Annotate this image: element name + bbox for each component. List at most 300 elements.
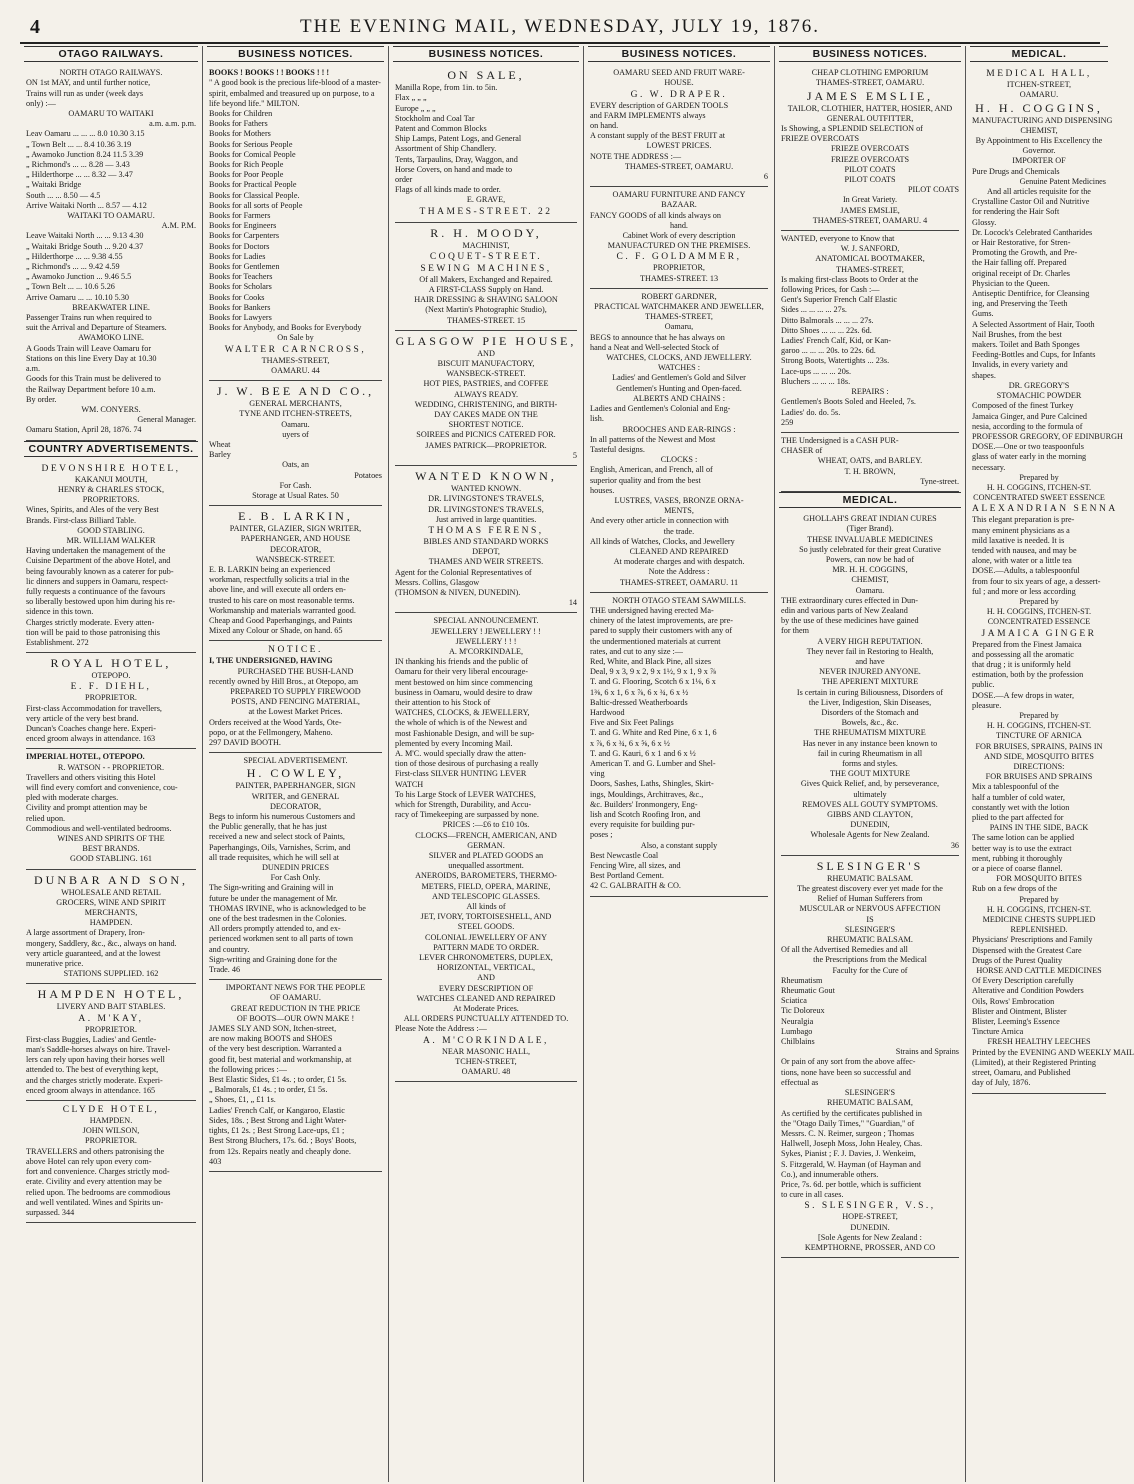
- ad-text-line: Brands. First-class Billiard Table.: [26, 515, 137, 525]
- ad-text-line: DECORATOR,: [269, 544, 322, 554]
- ad-text-line: WANTED KNOWN.: [450, 484, 522, 494]
- ad-text-line: good fit, best material and workmanship, at: [209, 1054, 352, 1064]
- ad-text-line: Books for Rich People: [209, 160, 284, 170]
- ad-text-line: for rendering the Hair Soft: [972, 207, 1060, 217]
- ad-text-line: and have: [855, 656, 885, 666]
- ad-text-line: Genuine Patent Medicines: [1019, 176, 1106, 186]
- ad-text-line: IN thanking his friends and the public of: [395, 657, 529, 667]
- ad-text-line: Commodious and well-ventilated bedrooms.: [26, 823, 172, 833]
- ad-text-line: Price, 7s. 6d. per bottle, which is sufficient: [781, 1179, 922, 1189]
- ad-text-line: JET, IVORY, TORTOISESHELL, AND: [420, 912, 552, 922]
- ad-text-line: SLESINGER'S: [844, 924, 896, 934]
- ad-text-line: 5: [572, 450, 577, 460]
- ad-text-line: BEST BRANDS.: [82, 844, 140, 854]
- advertisement: [781, 433, 959, 492]
- masthead: [20, 14, 1100, 44]
- ad-text-line: MANUFACTURED ON THE PREMISES.: [607, 241, 751, 251]
- ad-text-line: THE undersigned having erected Ma-: [590, 605, 714, 615]
- ad-text-line: WANTED KNOWN,: [415, 469, 557, 484]
- advertisement: [972, 65, 1134, 1093]
- ad-text-line: Doors, Sashes, Laths, Shingles, Skirt-: [590, 779, 714, 789]
- ad-text-line: garoo ... ... ... 20s. to 22s. 6d.: [781, 346, 876, 356]
- ad-text-line: The Sign-writing and Graining will in: [209, 883, 334, 893]
- ad-text-line: LIVERY AND BAIT STABLES.: [56, 1002, 166, 1012]
- column-heading: BUSINESS NOTICES.: [588, 46, 770, 62]
- advertisement: [209, 65, 382, 381]
- ad-text-line: BISCUIT MANUFACTORY,: [437, 359, 535, 369]
- ad-text-line: attended to. The best of everything kept,: [26, 1065, 159, 1075]
- ad-text-line: Civility and prompt attention may be: [26, 803, 148, 813]
- ad-group: [203, 65, 388, 1172]
- ad-text-line: Travellers and others visiting this Hotel: [26, 772, 156, 782]
- ad-text-line: Prepared by: [1019, 894, 1059, 904]
- ad-text-line: HAMPDEN.: [89, 918, 133, 928]
- ad-text-line: Books for all sorts of People: [209, 200, 303, 210]
- ad-text-line: racy of Timekeeping are surpassed by none.: [395, 810, 539, 820]
- ad-text-line: RHEUMATIC BALSAM.: [827, 873, 913, 883]
- ad-group: [775, 65, 965, 492]
- ad-text-line: „ Shoes, £1, „ £1 1s.: [209, 1095, 276, 1105]
- ad-text-line: Disorders of the Stomach and: [821, 707, 919, 717]
- ad-text-line: OF OAMARU.: [270, 993, 321, 1003]
- ad-text-line: Barley: [209, 450, 231, 460]
- ad-text-line: MEDICINE CHESTS SUPPLIED: [982, 915, 1096, 925]
- ad-text-line: „ Waitaki Bridge: [26, 180, 82, 190]
- column-heading: BUSINESS NOTICES.: [779, 46, 961, 62]
- ad-text-line: By order.: [26, 394, 57, 404]
- ad-text-line: A FIRST-CLASS Supply on Hand.: [428, 285, 544, 295]
- ad-text-line: Baltic-dressed Weatherboards: [590, 697, 688, 707]
- ad-text-line: are now making BOOTS and SHOES: [209, 1034, 333, 1044]
- ad-text-line: Leav Oamaru ... ... ... 8.0 10.30 3.15: [26, 129, 145, 139]
- ad-text-line: Arrive Oamaru ... ... 10.10 5.30: [26, 292, 130, 302]
- ad-text-line: WEDDING, CHRISTENING, and BIRTH-: [414, 399, 558, 409]
- ad-text-line: A constant supply of the BEST FRUIT at: [590, 131, 726, 141]
- ad-text-line: THE extraordinary cures effected in Dun-: [781, 595, 918, 605]
- ad-text-line: ALEXANDRIAN SENNA: [972, 504, 1118, 515]
- ad-text-line: C. F. GOLDAMMER,: [616, 252, 742, 263]
- ad-text-line: STEEL GOODS.: [457, 922, 515, 932]
- ad-text-line: Dr. Locock's Celebrated Cantharides: [972, 227, 1093, 237]
- ad-text-line: trusted to his care on most reasonable terms.: [209, 595, 355, 605]
- ad-text-line: REPAIRS :: [851, 387, 889, 397]
- ad-text-line: Begs to inform his numerous Customers and: [209, 812, 355, 821]
- ad-text-line: A Goods Train will Leave Oamaru for: [26, 343, 152, 353]
- ad-text-line: the undermentioned materials at current: [590, 636, 721, 646]
- ad-text-line: Duncan's Coaches change here. Experi-: [26, 723, 156, 733]
- ad-text-line: Passenger Trains run when required to: [26, 313, 152, 323]
- ad-text-line: life beyond life." MILTON.: [209, 98, 300, 108]
- ad-text-line: forms and styles.: [842, 759, 898, 768]
- ad-text-line: Lace-ups ... ... ... 20s.: [781, 366, 852, 376]
- ad-text-line: JAMES SLY AND SON, Itchen-street,: [209, 1024, 337, 1034]
- advertisement: [781, 511, 959, 856]
- ad-text-line: Relief of Human Sufferers from: [817, 894, 923, 904]
- ad-text-line: As certified by the certificates published in: [781, 1108, 922, 1118]
- ad-text-line: DOSE.—Adults, a tablespoonful: [972, 566, 1080, 576]
- advertisement: [209, 980, 382, 1172]
- ad-text-line: WATCHES :: [657, 363, 701, 373]
- ad-text-line: AND: [477, 348, 495, 358]
- ad-text-line: CONCENTRATED ESSENCE: [987, 617, 1091, 627]
- ad-text-line: day of July, 1876.: [972, 1078, 1031, 1088]
- ad-text-line: order: [395, 175, 413, 185]
- ad-text-line: one of the best tradesmen in the Colonies.: [209, 914, 347, 924]
- ad-text-line: For Cash Only.: [270, 873, 321, 883]
- ad-text-line: from 12s. Repairs neatly and cheaply done.: [209, 1146, 351, 1156]
- ad-text-line: WATCH: [395, 779, 424, 789]
- ad-text-line: very article of the very best brand.: [26, 713, 139, 723]
- ad-text-line: Books for Engineers: [209, 221, 277, 231]
- ad-text-line: Deal, 9 x 3, 9 x 2, 9 x 1½, 9 x 1, 9 x ⅞: [590, 667, 716, 677]
- ad-text-line: BEGS to announce that he has always on: [590, 332, 725, 342]
- ad-text-line: Bluchers ... ... ... 18s.: [781, 376, 851, 386]
- ad-text-line: CLOCKS—FRENCH, AMERICAN, AND: [415, 830, 557, 840]
- ad-text-line: Prepared by: [1019, 596, 1059, 606]
- ad-text-line: Goods for this Train must be delivered to: [26, 374, 161, 384]
- ad-text-line: hand a Neat and Well-selected Stock of: [590, 342, 719, 352]
- ad-text-line: Mix a tablespoonful of the: [972, 782, 1059, 792]
- column-4: [584, 46, 775, 1482]
- ad-text-line: Workmanship and materials warranted good.: [209, 605, 356, 615]
- ad-text-line: RHEUMATIC BALSAM.: [827, 935, 913, 945]
- ad-text-line: JEWELLERY ! JEWELLERY ! !: [431, 626, 541, 636]
- ad-text-line: A. M'CORKINDALE,: [423, 1035, 549, 1046]
- ad-text-line: fully requests a continuance of the favours: [26, 586, 166, 596]
- ad-text-line: Books for Ladies: [209, 251, 266, 261]
- ad-text-line: OAMARU TO WAITAKI: [68, 109, 154, 119]
- ad-text-line: GENERAL MERCHANTS,: [249, 399, 342, 409]
- ad-text-line: ment, rubbing it thoroughly: [972, 853, 1063, 863]
- ad-text-line: Powers, can now be had of: [825, 554, 915, 564]
- ad-text-line: R. WATSON - - PROPRIETOR.: [57, 762, 165, 772]
- newspaper-title: THE EVENING MAIL, WEDNESDAY, JULY 19, 1876.: [299, 16, 821, 37]
- ad-text-line: SLESINGER'S: [816, 858, 924, 873]
- ad-text-line: Horse Covers, on hand and made to: [395, 164, 513, 174]
- ad-text-line: Lumbago: [781, 1026, 813, 1036]
- ad-text-line: enced groom always in attendance. 163: [26, 734, 156, 744]
- ad-text-line: hand.: [670, 220, 688, 230]
- ad-text-line: Is certain in curing Biliousness, Disorders of: [796, 687, 944, 697]
- ad-text-line: x ⅞, 6 x ¾, 6 x ⅝, 6 x ½: [590, 738, 670, 748]
- ad-text-line: [Sole Agents for New Zealand :: [818, 1232, 922, 1242]
- ad-text-line: THE APERIENT MIXTURE: [821, 677, 919, 687]
- ad-text-line: tion will be paid to those patronising this: [26, 627, 160, 637]
- ad-text-line: „ Richmond's ... ... 8.28 — 3.43: [26, 160, 130, 170]
- ad-text-line: superior quality and from the best: [590, 475, 701, 485]
- ad-text-line: And every other article in connection with: [590, 516, 729, 526]
- ad-text-line: for them: [781, 626, 809, 636]
- ad-text-line: Ditto Shoes ... ... ... 22s. 6d.: [781, 325, 872, 335]
- ad-text-line: A. M'KAY,: [78, 1013, 144, 1024]
- ad-text-line: English, American, and French, all of: [590, 465, 713, 475]
- ad-text-line: Gums.: [972, 309, 994, 319]
- ad-text-line: Ship Lamps, Patent Logs, and General: [395, 134, 522, 144]
- ad-text-line: Sides, 18s. ; Best Strong and Light Water-: [209, 1115, 347, 1125]
- ad-text-line: GOOD STABLING.: [77, 525, 145, 535]
- ad-text-line: tion of those desirous of purchasing a really: [395, 759, 539, 769]
- ad-text-line: First-class SILVER HUNTING LEVER: [395, 769, 527, 779]
- ad-text-line: THE GOUT MIXTURE: [830, 769, 910, 779]
- ad-text-line: H. COWLEY,: [246, 766, 345, 781]
- ad-text-line: TINCTURE OF ARNICA: [996, 731, 1082, 741]
- ad-text-line: Cheap and Good Paperhangings, and Paints: [209, 615, 353, 625]
- ad-text-line: Has never in any instance been known to: [802, 738, 938, 748]
- ad-text-line: street, Oamaru, and Published: [972, 1068, 1071, 1078]
- ad-text-line: following Prices, for Cash :—: [781, 285, 880, 295]
- ad-text-line: MR. WILLIAM WALKER: [66, 535, 156, 545]
- ad-text-line: COQUET-STREET.: [429, 251, 543, 262]
- ad-text-line: MR. H. H. COGGINS,: [832, 565, 908, 575]
- ad-text-line: perienced workmen sent to all parts of town: [209, 934, 353, 944]
- ad-text-line: PROFESSOR GREGORY, OF EDINBURGH: [972, 431, 1123, 441]
- ad-text-line: Patent and Common Blocks: [395, 124, 487, 134]
- ad-text-line: CLYDE HOTEL,: [62, 1105, 160, 1116]
- ad-text-line: GIBBS AND CLAYTON,: [827, 810, 913, 820]
- ad-text-line: Oamaru,: [664, 322, 694, 332]
- ad-text-line: CONCENTRATED SWEET ESSENCE: [973, 493, 1105, 503]
- ad-text-line: TAILOR, CLOTHIER, HATTER, HOSIER, AND: [787, 103, 953, 113]
- ad-text-line: Charges strictly moderate. Every atten-: [26, 617, 155, 627]
- ad-text-line: American T. and G. Lumber and Shel-: [590, 759, 716, 768]
- ad-text-line: (Limited), at their Registered Printing: [972, 1057, 1096, 1067]
- ad-text-line: (THOMSON & NIVEN, DUNEDIN).: [395, 587, 521, 597]
- ad-text-line: Books for Scholars: [209, 282, 272, 292]
- ad-text-line: Red, White, and Black Pine, all sizes: [590, 656, 712, 666]
- ad-text-line: DOSE.—One or two teaspoonfuls: [972, 442, 1084, 452]
- ad-text-line: PURCHASED THE BUSH-LAND: [237, 666, 354, 676]
- ad-text-line: REPLENISHED.: [1010, 925, 1068, 935]
- ad-text-line: The same lotion can be applied: [972, 833, 1075, 843]
- ad-group: [775, 511, 965, 1258]
- ad-text-line: chinery of the latest improvements, are pre-: [590, 616, 733, 626]
- ad-text-line: enced groom always in attendance. 165: [26, 1085, 156, 1095]
- ad-text-line: THAMES-STREET, OAMARU.: [624, 161, 734, 171]
- ad-text-line: Books for Bankers: [209, 302, 271, 312]
- ad-text-line: MEDICAL HALL,: [986, 69, 1092, 80]
- ad-text-line: All orders promptly attended to, and ex-: [209, 924, 341, 934]
- ad-text-line: E. F. DIEHL,: [70, 682, 152, 693]
- ad-text-line: DUNEDIN.: [850, 1222, 890, 1232]
- ad-text-line: PAINTER, GLAZIER, SIGN WRITER,: [229, 524, 362, 534]
- ad-group: [584, 65, 774, 896]
- ad-text-line: In all patterns of the Newest and Most: [590, 434, 716, 444]
- ad-text-line: DUNEDIN,: [850, 820, 890, 830]
- ad-text-line: SHORTEST NOTICE.: [448, 420, 524, 430]
- advertisement: [590, 289, 768, 593]
- ad-text-line: Rheumatic Gout: [781, 986, 835, 996]
- ad-text-line: KEMPTHORNE, PROSSER, AND CO: [804, 1242, 936, 1252]
- ad-text-line: Having undertaken the management of the: [26, 546, 166, 556]
- advertisement: [26, 460, 196, 653]
- ad-text-line: Wines, Spirits, and Ales of the very Best: [26, 505, 159, 515]
- ad-text-line: HOPE-STREET,: [842, 1212, 898, 1222]
- ad-text-line: GLASGOW PIE HOUSE,: [395, 333, 577, 348]
- ad-text-line: Dispensed with the Greatest Care: [972, 945, 1082, 955]
- ad-text-line: and well ventilated. Wines and Spirits un-: [26, 1197, 164, 1207]
- ad-text-line: IMPORTANT NEWS FOR THE PEOPLE: [225, 983, 366, 993]
- ad-text-line: „ Balmorals, £1 4s. ; to order, £1 5s.: [209, 1085, 328, 1095]
- advertisement: [590, 187, 768, 289]
- ad-text-line: T. and G. Flooring, Scotch 6 x 1⅛, 6 x: [590, 677, 716, 687]
- ad-text-line: spirit, embalmed and treasured up on purpose, to a: [209, 88, 375, 98]
- ad-text-line: NEVER INJURED ANYONE.: [819, 667, 921, 677]
- ad-text-line: South ... ... 8.50 — 4.5: [26, 190, 101, 200]
- ad-text-line: JAMES PATRICK—PROPRIETOR.: [425, 440, 547, 450]
- ad-text-line: TCHEN-STREET,: [455, 1056, 517, 1066]
- ad-text-line: CLOCKS :: [660, 455, 698, 465]
- ad-text-line: DR. GREGORY'S: [1008, 380, 1070, 390]
- ad-text-line: „ Town Belt ... ... 10.6 5.26: [26, 282, 115, 292]
- ad-text-line: at the Lowest Market Prices.: [248, 707, 343, 717]
- ad-text-line: This elegant preparation is pre-: [972, 515, 1075, 525]
- ad-text-line: THAMES-STREET. 15: [446, 315, 526, 325]
- ad-text-line: ALWAYS READY.: [454, 389, 518, 399]
- ad-text-line: AND TELESCOPIC GLASSES.: [432, 891, 540, 901]
- ad-text-line: Blister, Leeming's Essence: [972, 1017, 1060, 1027]
- ad-text-line: PROPRIETOR.: [85, 1024, 137, 1034]
- ad-text-line: PATTERN MADE TO ORDER.: [433, 942, 539, 952]
- ad-text-line: business in Oamaru, would desire to draw: [395, 687, 533, 697]
- ad-text-line: METERS, FIELD, OPERA, MARINE,: [421, 881, 551, 891]
- ad-text-line: plemented by every Incoming Mail.: [395, 738, 513, 748]
- ad-text-line: the "Otago Daily Times," "Guardian," of: [781, 1118, 915, 1128]
- ad-text-line: At moderate charges and with despatch.: [613, 557, 745, 567]
- ad-text-line: First-class Accommodation for travellers,: [26, 703, 162, 713]
- ad-text-line: the Liver, Indigestion, Skin Diseases,: [808, 697, 932, 707]
- ad-text-line: SEWING MACHINES,: [420, 263, 552, 274]
- ad-text-line: above line, and will execute all orders en-: [209, 585, 346, 595]
- ad-text-line: and country.: [209, 944, 250, 954]
- ad-text-line: Of all the Advertised Remedies and all: [781, 945, 908, 955]
- ad-text-line: GENERAL OUTFITTER,: [826, 113, 914, 123]
- ad-text-line: erate. Civility and every attention may be: [26, 1177, 162, 1187]
- ad-text-line: WALTER CARNCROSS,: [224, 344, 367, 355]
- ad-text-line: Books for Serious People: [209, 139, 293, 149]
- ad-text-line: GOOD STABLING. 161: [70, 854, 152, 864]
- ad-text-line: pared to supply their customers with any of: [590, 626, 733, 636]
- ad-text-line: GROCERS, WINE AND SPIRIT: [56, 897, 166, 907]
- ad-text-line: lish and Scotch Roofing Iron, and: [590, 810, 701, 820]
- ad-text-line: Best Strong Bluchers, 17s. 6d. ; Boys' Boots,: [209, 1136, 357, 1146]
- ad-text-line: All kinds of: [466, 902, 506, 912]
- ad-text-line: BROOCHES AND EAR-RINGS :: [622, 424, 736, 434]
- ad-text-line: Prepared by: [1019, 472, 1059, 482]
- advertisement: [26, 870, 196, 985]
- ad-text-line: Sykes, Pianist ; F. J. Davies, J. Wenkeim,: [781, 1149, 916, 1159]
- ad-text-line: NORTH OTAGO STEAM SAWMILLS.: [612, 595, 746, 605]
- ad-text-line: PROPRIETORS.: [82, 495, 140, 505]
- ad-text-line: Bowels, &c., &c.: [841, 718, 899, 728]
- ad-text-line: DIRECTIONS:: [1013, 762, 1065, 771]
- ad-text-line: Ladies and Gentlemen's Colonial and Eng-: [590, 404, 731, 414]
- ad-text-line: PRACTICAL WATCHMAKER AND JEWELLER,: [594, 302, 764, 312]
- ad-text-line: HAIR DRESSING & SHAVING SALOON: [414, 295, 558, 305]
- ad-text-line: HORSE AND CATTLE MEDICINES: [976, 966, 1102, 976]
- ad-text-line: Strains and Sprains: [895, 1047, 959, 1057]
- ad-text-line: 36: [950, 840, 959, 850]
- ad-text-line: A large assortment of Drapery, Iron-: [26, 928, 145, 938]
- ad-text-line: " A good book is the precious life-blood of a master-: [209, 78, 381, 88]
- ad-text-line: Ladies' French Calf, Kid, or Kan-: [781, 336, 891, 346]
- ad-text-line: Oils, Rows' Embrocation: [972, 996, 1055, 1006]
- ad-text-line: „ Awamoko Junction ... 9.46 5.5: [26, 272, 132, 282]
- ad-text-line: FRESH HEALTHY LEECHES: [987, 1037, 1091, 1047]
- ad-text-line: A. M'C. would specially draw the atten-: [395, 748, 527, 758]
- ad-text-line: Ladies' do. do. 5s.: [781, 407, 841, 417]
- ad-text-line: JAMES EMSLIE,: [840, 205, 900, 215]
- ad-text-line: MANUFACTURING AND DISPENSING: [972, 115, 1113, 125]
- ad-text-line: E. B. LARKIN being an experienced: [209, 564, 331, 574]
- ad-text-line: STOMACHIC POWDER: [996, 391, 1082, 401]
- ad-text-line: the whole of which is of the Newest and: [395, 718, 527, 728]
- ad-text-line: BREAKWATER LINE.: [72, 302, 150, 312]
- ad-text-line: Glossy.: [972, 217, 997, 227]
- ad-text-line: Prepared by: [1019, 710, 1059, 720]
- ad-text-line: TRAVELLERS and others patronising the: [26, 1146, 165, 1156]
- ad-text-line: Printed by the EVENING AND WEEKLY MAIL: [972, 1047, 1134, 1057]
- ad-text-line: Flax „ „ „: [395, 93, 427, 103]
- ad-text-line: THAMES-STREET,: [261, 355, 330, 365]
- ad-text-line: THOMAS IRVINE, who is acknowledged to be: [209, 903, 366, 913]
- ad-text-line: All kinds of Watches, Clocks, and Jewellery: [590, 536, 735, 546]
- ad-text-line: Paperhangings, Oils, Varnishes, Scrim, and: [209, 842, 351, 852]
- ad-text-line: THAMES-STREET,: [836, 264, 904, 274]
- ad-text-line: „ Hilderthorpe ... ... 9.38 4.55: [26, 251, 123, 261]
- ad-text-line: PAPERHANGER, AND HOUSE: [240, 534, 351, 544]
- ad-text-line: FRIEZE OVERCOATS: [830, 144, 909, 154]
- ad-text-line: PILOT COATS: [844, 164, 896, 174]
- ad-text-line: Drugs of the Purest Quality: [972, 955, 1063, 965]
- ad-text-line: Sign-writing and Graining done for the: [209, 954, 338, 964]
- ad-text-line: Physicians' Prescriptions and Family: [972, 935, 1093, 945]
- ad-text-line: HOT PIES, PASTRIES, and COFFEE: [423, 379, 549, 389]
- ad-text-line: WATCHES, CLOCKS, AND JEWELLERY.: [606, 353, 752, 363]
- ad-text-line: ON SALE,: [447, 68, 525, 83]
- ad-text-line: HORIZONTAL, VERTICAL,: [436, 963, 536, 973]
- ad-text-line: 1⅜, 6 x 1, 6 x ⅞, 6 x ¾, 6 x ½: [590, 687, 689, 697]
- ad-text-line: Pure Drugs and Chemicals: [972, 166, 1060, 176]
- ad-text-line: JAMAICA GINGER: [981, 628, 1097, 639]
- ad-text-line: CHEAP CLOTHING EMPORIUM: [811, 68, 929, 78]
- ad-text-line: Please Note the Address :—: [395, 1024, 487, 1034]
- ad-text-line: HOUSE.: [664, 78, 694, 88]
- ad-text-line: OAMARU. 44: [271, 365, 320, 375]
- ad-text-line: DAY CAKES MADE ON THE: [434, 410, 538, 420]
- ad-text-line: man's Saddle-horses always on hire. Travel-: [26, 1045, 171, 1055]
- ad-text-line: H. H. COGGINS, ITCHEN-ST.: [986, 721, 1092, 731]
- ad-text-line: glass of water early in the morning: [972, 452, 1087, 462]
- ad-text-line: GREAT REDUCTION IN THE PRICE: [230, 1003, 361, 1013]
- ad-text-line: THAMES-STREET, OAMARU. 4: [812, 215, 928, 225]
- ad-text-line: Gent's Superior French Calf Elastic: [781, 295, 898, 305]
- ad-text-line: S. Fitzgerald, W. Hayman (of Hayman and: [781, 1159, 921, 1169]
- column-3: [389, 46, 584, 1482]
- ad-text-line: I, THE UNDERSIGNED, HAVING: [209, 656, 333, 666]
- ad-text-line: Sciatica: [781, 996, 807, 1006]
- ad-text-line: relied upon.: [26, 813, 66, 823]
- ad-text-line: AND SIDE, MOSQUITO BITES: [984, 751, 1094, 761]
- ad-text-line: Books for Gentlemen: [209, 262, 280, 272]
- ad-text-line: surpassed. 344: [26, 1207, 75, 1217]
- ad-text-line: Oats, an: [282, 460, 309, 470]
- ad-text-line: In Great Variety.: [842, 195, 898, 205]
- ad-text-line: Wholesale Agents for New Zealand.: [810, 830, 930, 840]
- ad-text-line: Books for Poor People: [209, 170, 284, 180]
- ad-text-line: mild laxative is needed. It is: [972, 535, 1065, 545]
- ad-text-line: Stations on this line Every Day at 10.30: [26, 353, 157, 363]
- ad-text-line: Assortment of Ship Chandlery.: [395, 144, 497, 154]
